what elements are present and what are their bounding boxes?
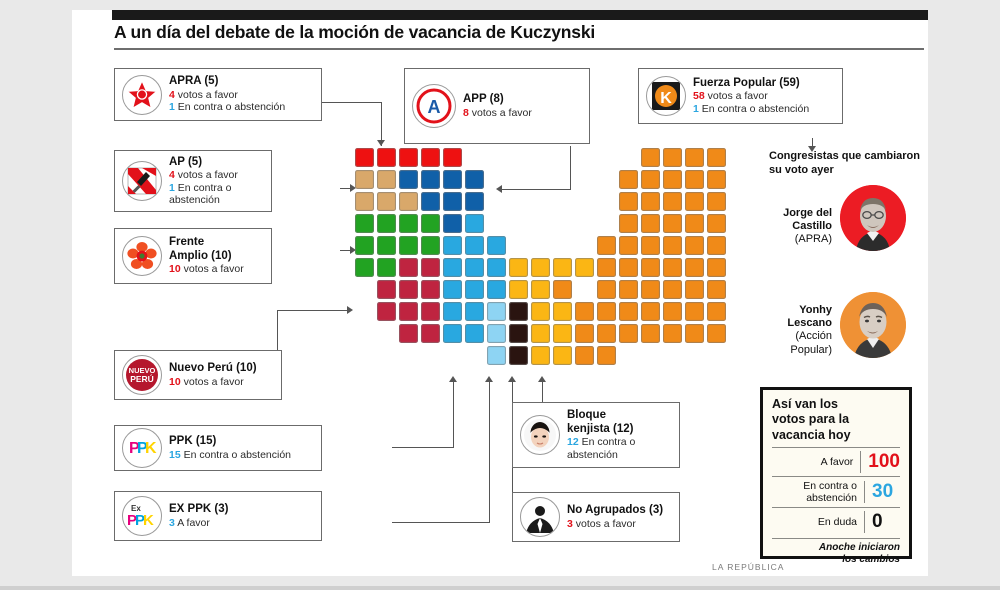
seat-ppk-dark: [465, 192, 484, 211]
page-bottom-bar: [0, 586, 1000, 590]
seat-frente-amplio: [355, 236, 374, 255]
seat-nuevo-peru: [399, 280, 418, 299]
seat-fuerza-popular: [685, 148, 704, 167]
svg-text:K: K: [143, 512, 154, 529]
seat-nuevo-peru: [377, 302, 396, 321]
seat-ppk-dark: [421, 192, 440, 211]
party-name: Nuevo Perú (10): [169, 362, 257, 375]
seat-fuerza-popular: [641, 258, 660, 277]
seat-fuerza-popular: [641, 170, 660, 189]
congresista-name-line1: Yonhy: [799, 304, 832, 316]
vote-summary-box: [760, 387, 912, 565]
party-box-bloque-kenjista[interactable]: [512, 402, 680, 468]
congresista-name: [692, 304, 832, 357]
svg-text:K: K: [660, 90, 672, 107]
party-favor-line: 10 votos a favor: [169, 375, 244, 388]
seat-ppk-dark: [443, 192, 462, 211]
seat-fuerza-popular: [575, 302, 594, 321]
svg-text:Ex: Ex: [131, 504, 141, 513]
seat-fuerza-popular: [641, 192, 660, 211]
seat-ppk-dark: [465, 170, 484, 189]
seat-nuevo-peru: [399, 258, 418, 277]
seat-fuerza-popular: [641, 148, 660, 167]
seat-nuevo-peru: [421, 324, 440, 343]
seat-ppk: [443, 302, 462, 321]
seat-ex-ppk: [487, 346, 506, 365]
summary-label: A favor: [820, 455, 854, 468]
congresistas-heading-line2: su voto ayer: [769, 163, 834, 176]
seat-nuevo-peru: [377, 280, 396, 299]
party-against-line: 1 En contra o abstención: [693, 102, 810, 115]
party-box-nuevo-peru[interactable]: [114, 350, 282, 400]
ppk-logo: [122, 428, 162, 468]
seat-ppk: [443, 324, 462, 343]
summary-label-line1: En contra o: [803, 479, 857, 492]
seat-apra: [355, 148, 374, 167]
congresista-name-line1: Jorge del: [783, 207, 832, 219]
summary-heading: [772, 397, 900, 443]
seat-ex-ppk: [487, 302, 506, 321]
party-box-ap[interactable]: [114, 150, 272, 212]
congresista-party-line1: (Acción: [795, 330, 832, 343]
summary-footnote-line2: los cambios: [842, 553, 900, 565]
page-frame-top: [0, 0, 1000, 10]
seat-ap: [377, 192, 396, 211]
svg-text:K: K: [145, 440, 157, 457]
party-box-frente-amplio[interactable]: [114, 228, 272, 284]
svg-text:P: P: [127, 512, 138, 529]
seat-fuerza-popular: [619, 214, 638, 233]
seat-frente-amplio: [399, 236, 418, 255]
summary-value: 100: [860, 451, 900, 473]
seat-no-agrupados: [509, 346, 528, 365]
seat-bloque-kenjista: [531, 280, 550, 299]
seat-ppk: [443, 236, 462, 255]
seat-fuerza-popular: [597, 236, 616, 255]
party-name: PPK (15): [169, 435, 217, 448]
seat-fuerza-popular: [663, 302, 682, 321]
svg-text:P: P: [129, 440, 140, 457]
seat-fuerza-popular: [597, 346, 616, 365]
title-divider: [114, 48, 924, 50]
party-favor-line: 4 votos a favor: [169, 88, 238, 101]
congresista-name-line2: Castillo: [792, 220, 832, 233]
seat-fuerza-popular: [597, 280, 616, 299]
party-name: EX PPK (3): [169, 503, 229, 516]
seat-fuerza-popular: [663, 214, 682, 233]
seat-fuerza-popular: [663, 280, 682, 299]
summary-label-line2: abstención: [806, 491, 857, 504]
seat-fuerza-popular: [707, 148, 726, 167]
seat-fuerza-popular: [597, 324, 616, 343]
party-favor-line: 10 votos a favor: [169, 263, 244, 276]
seat-ex-ppk: [487, 324, 506, 343]
svg-text:NUEVO: NUEVO: [128, 366, 156, 375]
page-frame-right: [928, 0, 1000, 590]
party-name: No Agrupados (3): [567, 504, 664, 517]
seat-bloque-kenjista: [575, 258, 594, 277]
seat-ppk: [465, 302, 484, 321]
congresista-party: (APRA): [794, 233, 832, 246]
seat-no-agrupados: [509, 324, 528, 343]
party-name-line2: Amplio (10): [169, 249, 232, 262]
seat-bloque-kenjista: [509, 258, 528, 277]
apra-star-logo: [122, 75, 162, 115]
party-box-apra[interactable]: [114, 68, 322, 121]
seat-fuerza-popular: [619, 324, 638, 343]
seat-bloque-kenjista: [553, 302, 572, 321]
seat-bloque-kenjista: [531, 346, 550, 365]
party-name: AP (5): [169, 155, 203, 168]
party-name: Fuerza Popular (59): [693, 76, 800, 89]
party-box-ppk[interactable]: [114, 425, 322, 471]
party-favor-line: 3 votos a favor: [567, 517, 636, 530]
party-name: APP (8): [463, 93, 504, 106]
seat-frente-amplio: [377, 214, 396, 233]
seat-ppk: [465, 236, 484, 255]
summary-heading-line1: Así van los: [772, 397, 838, 411]
seat-apra: [377, 148, 396, 167]
seat-fuerza-popular: [663, 258, 682, 277]
party-name-line1: Bloque: [567, 409, 606, 422]
seat-fuerza-popular: [619, 192, 638, 211]
seat-fuerza-popular: [553, 280, 572, 299]
seat-frente-amplio: [355, 258, 374, 277]
seat-ap: [377, 170, 396, 189]
summary-heading-line3: vacancia hoy: [772, 427, 851, 442]
party-against-line: 1 En contra o abstención: [169, 181, 232, 206]
seat-ppk: [487, 236, 506, 255]
seat-bloque-kenjista: [553, 346, 572, 365]
seat-fuerza-popular: [663, 170, 682, 189]
seat-fuerza-popular: [641, 302, 660, 321]
seat-ppk: [443, 280, 462, 299]
summary-value: 0: [864, 511, 900, 533]
seat-ppk: [465, 324, 484, 343]
fuerza-popular-k-logo: [646, 76, 686, 116]
seat-bloque-kenjista: [553, 258, 572, 277]
svg-text:P: P: [135, 512, 146, 529]
congresista-party-line2: Popular): [790, 343, 832, 356]
seat-ppk-dark: [443, 214, 462, 233]
congresista-name-line2: Lescano: [787, 317, 832, 330]
seat-fuerza-popular: [641, 324, 660, 343]
infographic-canvas: [72, 10, 928, 576]
seat-nuevo-peru: [399, 302, 418, 321]
seat-no-agrupados: [509, 302, 528, 321]
party-favor-line: 58 votos a favor: [693, 90, 768, 103]
seat-bloque-kenjista: [553, 324, 572, 343]
party-against-line: 12 En contra o abstención: [567, 436, 636, 461]
seat-ppk: [465, 214, 484, 233]
seat-ppk-dark: [421, 170, 440, 189]
party-name-line2: kenjista (12): [567, 422, 634, 435]
summary-row-a-favor: [772, 447, 900, 476]
seat-nuevo-peru: [399, 324, 418, 343]
seat-frente-amplio: [377, 236, 396, 255]
seat-nuevo-peru: [421, 258, 440, 277]
seat-fuerza-popular: [641, 214, 660, 233]
svg-text:P: P: [137, 440, 148, 457]
seat-bloque-kenjista: [531, 302, 550, 321]
seat-nuevo-peru: [421, 302, 440, 321]
party-against-line: 15 En contra o abstención: [169, 448, 292, 461]
seat-ap: [355, 192, 374, 211]
party-name-line1: Frente: [169, 236, 205, 249]
frente-amplio-flower-logo: [122, 236, 162, 276]
seat-apra: [443, 148, 462, 167]
svg-text:PERÚ: PERÚ: [130, 374, 154, 384]
seat-ap: [355, 170, 374, 189]
congresista-yonhy-lescano: [692, 292, 922, 372]
seat-fuerza-popular: [663, 236, 682, 255]
seat-ppk: [465, 258, 484, 277]
party-favor-line: 8 votos a favor: [463, 106, 532, 119]
seat-ppk: [487, 280, 506, 299]
seat-ppk-dark: [443, 170, 462, 189]
page-title: A un día del debate de la moción de vacancia de Kuczynski: [114, 22, 596, 42]
seat-ppk: [465, 280, 484, 299]
seat-frente-amplio: [355, 214, 374, 233]
nuevo-peru-logo: [122, 355, 162, 395]
page-frame-left: [0, 0, 72, 590]
seat-fuerza-popular: [619, 302, 638, 321]
seat-bloque-kenjista: [509, 280, 528, 299]
seat-fuerza-popular: [641, 236, 660, 255]
summary-value: 30: [864, 481, 900, 503]
ex-ppk-logo: [122, 496, 162, 536]
source-credit: LA REPÚBLICA: [712, 562, 785, 572]
party-favor-line: 3 A favor: [169, 516, 210, 529]
summary-label: [803, 480, 857, 504]
seat-fuerza-popular: [575, 324, 594, 343]
seat-ap: [399, 192, 418, 211]
seat-frente-amplio: [399, 214, 418, 233]
seat-fuerza-popular: [597, 258, 616, 277]
seat-fuerza-popular: [619, 280, 638, 299]
congresistas-heading: [769, 150, 921, 178]
seat-bloque-kenjista: [531, 324, 550, 343]
seat-fuerza-popular: [663, 148, 682, 167]
congresista-photo: [840, 185, 906, 251]
seat-bloque-kenjista: [531, 258, 550, 277]
seat-apra: [399, 148, 418, 167]
seat-frente-amplio: [377, 258, 396, 277]
seat-fuerza-popular: [619, 170, 638, 189]
party-box-ex-ppk[interactable]: [114, 491, 322, 541]
seat-frente-amplio: [421, 236, 440, 255]
seat-frente-amplio: [421, 214, 440, 233]
party-name: APRA (5): [169, 75, 219, 88]
summary-row-en-contra: [772, 476, 900, 507]
congresista-name: [692, 207, 832, 247]
summary-footnote-line1: Anoche iniciaron: [818, 541, 900, 553]
seat-fuerza-popular: [663, 324, 682, 343]
seat-fuerza-popular: [619, 236, 638, 255]
party-favor-line: 4 votos a favor: [169, 169, 238, 182]
silhouette-logo: [520, 497, 560, 537]
party-box-no-agrupados[interactable]: [512, 492, 680, 542]
summary-row-en-duda: [772, 507, 900, 536]
seat-ppk: [443, 258, 462, 277]
summary-label: En duda: [817, 515, 857, 528]
seat-ppk: [487, 258, 506, 277]
seat-nuevo-peru: [421, 280, 440, 299]
congresista-jorge-del-castillo: [692, 185, 922, 265]
accion-popular-logo: [122, 161, 162, 201]
kenji-face-logo: [520, 415, 560, 455]
svg-text:A: A: [427, 97, 441, 117]
app-logo: [412, 84, 456, 128]
seat-fuerza-popular: [641, 280, 660, 299]
party-box-fuerza-popular[interactable]: [638, 68, 843, 124]
title-topbar: [112, 10, 928, 20]
party-against-line: 1 En contra o abstención: [169, 101, 286, 114]
summary-heading-line2: votos para la: [772, 412, 850, 427]
seat-fuerza-popular: [619, 258, 638, 277]
seat-fuerza-popular: [575, 346, 594, 365]
party-box-app[interactable]: [404, 68, 590, 144]
congresista-photo: [840, 292, 906, 358]
seat-ppk-dark: [399, 170, 418, 189]
seat-apra: [421, 148, 440, 167]
congresistas-heading-line1: Congresistas que cambiaron: [769, 150, 920, 162]
seat-fuerza-popular: [663, 192, 682, 211]
summary-footnote: [772, 538, 900, 566]
seat-fuerza-popular: [597, 302, 616, 321]
